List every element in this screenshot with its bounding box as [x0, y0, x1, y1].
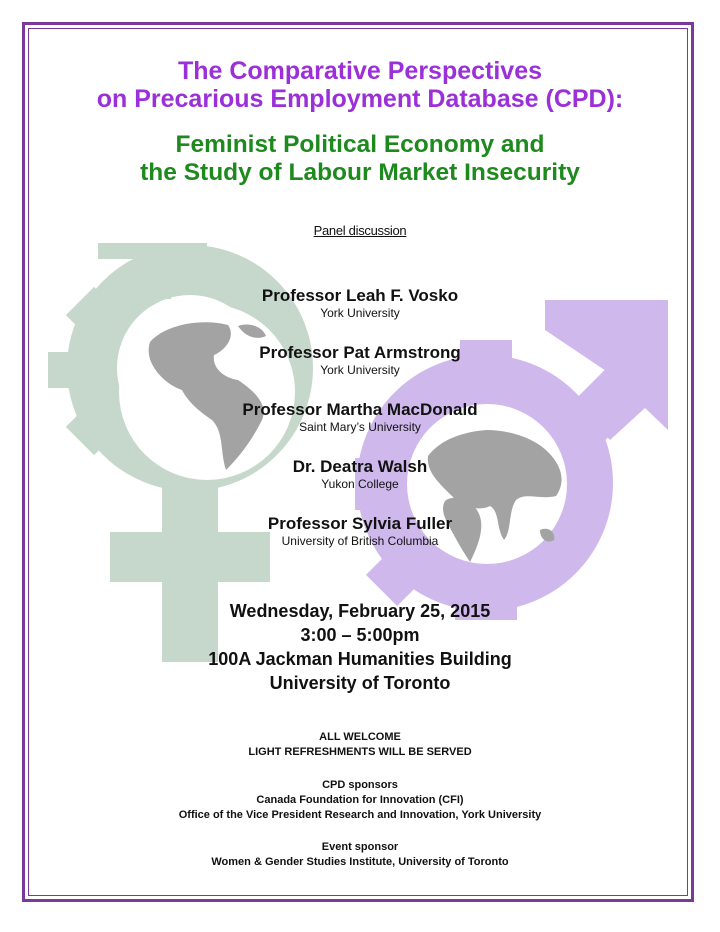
subtitle-line-1: Feminist Political Economy and [175, 131, 545, 158]
panelist-name: Professor Martha MacDonald [242, 400, 478, 419]
panelist-name: Professor Pat Armstrong [259, 343, 461, 362]
panelist-affiliation: York University [320, 306, 400, 320]
panelist-affiliation: University of British Columbia [281, 534, 439, 548]
panelist-affiliation: Yukon College [321, 477, 399, 491]
event-room: 100A Jackman Humanities Building [208, 649, 512, 669]
event-sponsor-heading: Event sponsor [321, 841, 399, 853]
cpd-sponsor-item: Canada Foundation for Innovation (CFI) [256, 794, 464, 806]
event-sponsor-text: Women & Gender Studies Institute, University of Toronto [211, 856, 509, 868]
event-venue: University of Toronto [269, 673, 451, 693]
cpd-sponsor-item: Office of the Vice President Research and Innovation, York University [178, 809, 542, 821]
panelist-affiliation: York University [320, 363, 400, 377]
panelist-name: Professor Leah F. Vosko [261, 286, 459, 305]
panelist-name: Professor Sylvia Fuller [267, 514, 453, 533]
subtitle-line-2: the Study of Labour Market Insecurity [140, 159, 580, 186]
panelist-name: Dr. Deatra Walsh [292, 457, 428, 476]
event-date: Wednesday, February 25, 2015 [229, 601, 491, 621]
panel-label: Panel discussion [313, 223, 407, 238]
welcome-line-2: LIGHT REFRESHMENTS WILL BE SERVED [248, 746, 472, 758]
title-line-2: on Precarious Employment Database (CPD): [96, 85, 624, 113]
title-line-1: The Comparative Perspectives [177, 57, 543, 85]
panelist-affiliation: Saint Mary’s University [299, 420, 421, 434]
welcome-line-1: ALL WELCOME [319, 731, 401, 743]
cpd-sponsors-heading: CPD sponsors [322, 779, 398, 791]
event-time: 3:00 – 5:00pm [300, 625, 420, 645]
